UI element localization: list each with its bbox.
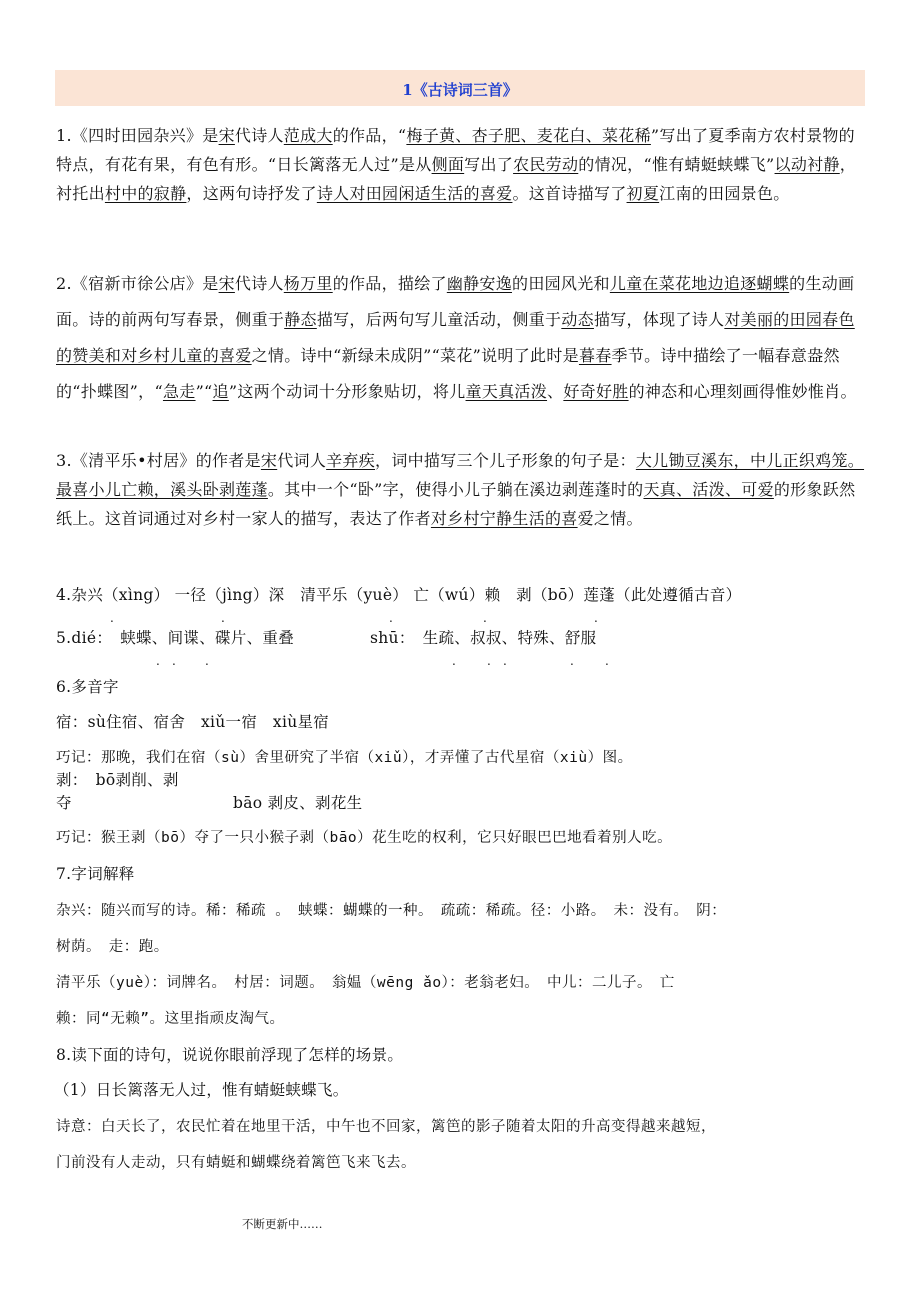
underlined-text: 天真、活泼、可爱 [643,480,774,499]
emphasis-dot: . [487,654,491,668]
text: 、 [547,382,564,401]
underlined-text: 村中的寂静 [104,184,187,203]
text: 江南的田园景色。 [659,184,790,203]
text: 的作品，描绘了 [332,274,447,293]
emphasis-dot: . [156,654,160,668]
underlined-text: 幽静安逸 [446,274,513,293]
underlined-text: 辛弃疾 [326,451,376,470]
emphasis-dot: . [594,611,598,625]
underlined-text: 静态 [284,310,317,329]
underlined-text: 宋 [218,274,235,293]
underlined-text: 初夏 [626,184,660,203]
word-explain-1: 杂兴：随兴而写的诗。稀：稀疏 。 蛱蝶：蝴蝶的一种。 疏疏：稀疏。径：小路。 未：没有。 阴： [56,903,727,919]
footer-note: 不断更新中…… [242,1217,323,1231]
text: ，衬托出 [56,155,857,203]
text: ”这两个动词十分形象贴切，将儿 [228,382,466,401]
polyphone-bo-3: bāo 剥皮、剥花生 [233,794,363,812]
emphasis-dot: . [605,654,609,668]
polyphone-bo-1: 剥： bō剥削、剥 [56,771,179,789]
text: 的情况，“惟有蜻蜓蛱蝶飞” [578,155,775,174]
pinyin-line-5b: shū： 生疏、叔叔、特殊、舒服 [370,629,597,647]
memory-tip-1: 巧记：那晚，我们在宿（sù）舍里研究了半宿（xiǔ），才弄懂了古代星宿（xiù）图。 [56,750,633,766]
paragraph-3 [56,446,871,533]
polyphone-su: 宿：sù住宿、宿舍 xiǔ一宿 xiù星宿 [56,713,330,731]
text: ，这两句诗抒发了 [186,184,317,203]
text: 的生动画面。诗的前两句写春景，侧重于 [56,274,855,329]
poem-meaning-2: 门前没有人走动，只有蜻蜓和蝴蝶绕着篱笆飞来飞去。 [56,1155,416,1171]
pinyin-line-4: 4.杂兴（xìng） 一径（jìng）深 清平乐（yuè） 亡（wú）赖 剥（bō）莲蓬（此处遵循古音） [56,586,742,604]
title-banner [55,70,865,106]
emphasis-dot: . [389,611,393,625]
text: 的田园风光和 [512,274,610,293]
underlined-text: 侧面 [431,155,465,174]
text: 爱之情。 [577,509,643,528]
polyphone-bo-2: 夺 [56,794,72,812]
text: 。其中一个“卧”字，使得小儿子躺在溪边剥莲蓬时的 [267,480,644,499]
underlined-text: 宋 [260,451,278,470]
emphasis-dot: . [221,611,225,625]
text: 季节。诗中描绘了一幅春意盎然的“扑蝶图”，“ [56,346,840,401]
emphasis-dot: . [483,611,487,625]
section-7-heading: 7.字词解释 [56,865,135,883]
paragraph-2 [56,266,871,410]
text: 3.《清平乐•村居》的作者是 [56,451,261,470]
emphasis-dot: . [503,654,507,668]
word-explain-3: 清平乐（yuè）：词牌名。 村居：词题。 翁媪（wēng ǎo）：老翁老妇。 中儿：二儿子。 亡 [56,975,675,991]
underlined-text: 农民劳动 [513,155,579,174]
text: ，词中描写三个儿子形象的句子是： [375,451,636,470]
text: 代诗人 [234,274,284,293]
underlined-text: 追 [212,382,229,401]
emphasis-dot: . [570,654,574,668]
underlined-text: 对美丽的田园春色的赞美和对乡村儿童的喜爱 [56,310,855,365]
pinyin-line-5a: 5.dié： 蛱蝶、间谍、碟片、重叠 [56,629,294,647]
section-8-heading: 8.读下面的诗句，说说你眼前浮现了怎样的场景。 [56,1046,404,1064]
text: ”“ [195,382,213,401]
text: 代词人 [277,451,327,470]
underlined-text: 好奇好胜 [563,382,629,401]
underlined-text: 动态 [561,310,594,329]
emphasis-dot: . [452,654,456,668]
word-explain-2: 树荫。 走：跑。 [56,939,169,955]
text: 的形象跃然纸上。这首词通过对乡村一家人的描写，表达了作者 [56,480,856,528]
text: 代诗人 [234,126,284,145]
section-6-heading: 6.多音字 [56,678,119,696]
underlined-text: 儿童在菜花地边追逐蝴蝶 [609,274,790,293]
word-explain-4: 赖：同“无赖”。这里指顽皮淘气。 [56,1011,285,1027]
underlined-text: 以动衬静 [774,155,840,174]
text: 。这首诗描写了 [512,184,627,203]
emphasis-dot: . [110,611,114,625]
text: 之情。诗中“新绿未成阴”“菜花”说明了此时是 [251,346,579,365]
text: 1.《四时田园杂兴》是 [56,126,219,145]
text: 的作品，“ [332,126,407,145]
underlined-text: 杨万里 [283,274,333,293]
emphasis-dot: . [172,654,176,668]
poem-meaning-1: 诗意：白天长了，农民忙着在地里干活，中午也不回家，篱笆的影子随着太阳的升高变得越来越短， [56,1119,716,1135]
underlined-text: 童天真活泼 [465,382,548,401]
underlined-text: 急走 [162,382,196,401]
underlined-text: 宋 [218,126,235,145]
underlined-text: 梅子黄、杏子肥、麦花白、菜花稀 [406,126,651,145]
text: 描写，后两句写儿童活动，侧重于 [316,310,562,329]
underlined-text: 大儿锄豆溪东，中儿正织鸡笼。最喜小儿亡赖，溪头卧剥莲蓬 [56,451,865,499]
text: 写出了 [464,155,514,174]
text: ”写出了夏季南方农村景物的特点，有花有果，有色有形。“日长篱落无人过”是从 [56,126,855,174]
emphasis-dot: . [205,654,209,668]
text: 的神态和心理刻画得惟妙惟肖。 [628,382,857,401]
text: 描写，体现了诗人 [593,310,725,329]
paragraph-1 [56,121,871,208]
underlined-text: 暮春 [578,346,612,365]
text: 2.《宿新市徐公店》是 [56,274,219,293]
poem-line-1: （1）日长篱落无人过，惟有蜻蜓蛱蝶飞。 [54,1081,349,1099]
underlined-text: 诗人对田园闲适生活的喜爱 [316,184,513,203]
underlined-text: 对乡村宁静生活的喜 [430,509,578,528]
memory-tip-2: 巧记：猴王剥（bō）夺了一只小猴子剥（bāo）花生吃的权利，它只好眼巴巴地看着别人吃。 [56,830,673,846]
page-title: 1《古诗词三首》 [402,81,518,99]
underlined-text: 范成大 [283,126,333,145]
